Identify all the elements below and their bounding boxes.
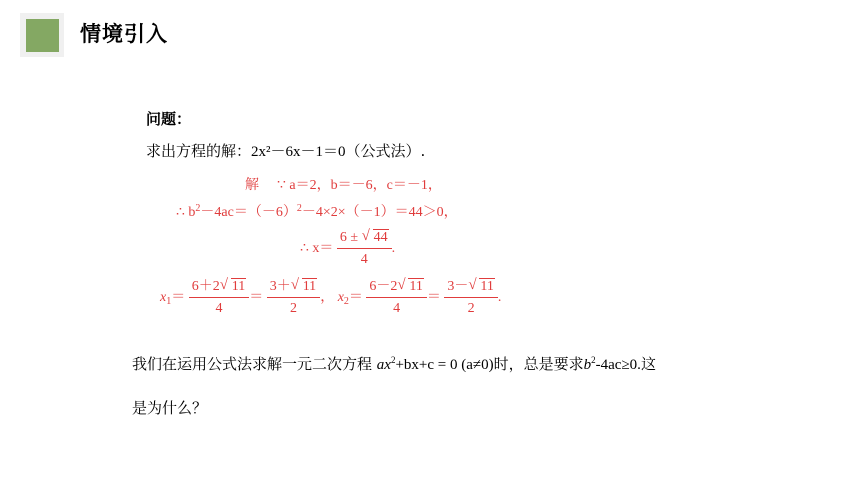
fraction-numerator: 6 ± bbox=[339, 230, 359, 245]
den-text: 4 bbox=[393, 301, 401, 316]
den-text: 4 bbox=[215, 301, 223, 316]
cond-b: b bbox=[583, 357, 592, 373]
x2-sub: 2 bbox=[343, 296, 349, 308]
x2-fraction-b bbox=[444, 278, 497, 318]
sqrt-symbol bbox=[468, 278, 494, 296]
section-title: 情境引入 bbox=[80, 22, 168, 46]
eq-rest: +bx+c = 0 (a≠0) bbox=[395, 357, 494, 373]
sqrt-symbol bbox=[220, 278, 246, 296]
num-text: 6－2 bbox=[369, 279, 398, 294]
radicand: 11 bbox=[480, 279, 494, 294]
solution-line-1 bbox=[245, 174, 442, 194]
solution-line-2 bbox=[176, 201, 458, 221]
solution-line-4 bbox=[160, 278, 501, 318]
question-end: 这 bbox=[640, 355, 656, 373]
sqrt-symbol bbox=[362, 229, 389, 247]
x2-var: x bbox=[337, 290, 344, 306]
x1-fraction-b bbox=[267, 278, 320, 318]
cond-exp: 2 bbox=[591, 355, 596, 365]
equals: ＝ bbox=[426, 290, 441, 306]
discriminant-rest: －4×2×（－1）＝44＞0， bbox=[301, 205, 458, 220]
question-mid: 时，总是要求 bbox=[493, 355, 584, 373]
num-text: 3＋ bbox=[269, 279, 291, 294]
solution-line-3 bbox=[300, 229, 395, 269]
x2-fraction-a bbox=[366, 278, 426, 318]
sqrt-symbol bbox=[291, 278, 317, 296]
num-text: 6＋2 bbox=[191, 279, 220, 294]
eq-ax: ax bbox=[376, 357, 391, 373]
fraction-denominator: 4 bbox=[360, 252, 368, 267]
discriminant-exp: 2 bbox=[195, 203, 201, 214]
problem-prefix: 求出方程的解： bbox=[146, 142, 252, 160]
quadratic-fraction bbox=[337, 229, 392, 269]
separator: ， bbox=[320, 290, 335, 306]
den-text: 2 bbox=[467, 301, 475, 316]
discriminant-b: ∴ b bbox=[176, 205, 196, 220]
line-end: . bbox=[497, 290, 502, 306]
equals: ＝ bbox=[171, 290, 186, 306]
x-equals: ∴ x＝ bbox=[300, 241, 334, 257]
question-line-1 bbox=[132, 353, 656, 374]
problem-statement bbox=[146, 140, 425, 161]
problem-equation: 2x²－6x－1＝0 bbox=[251, 144, 346, 160]
line-end: . bbox=[391, 241, 396, 257]
x1-fraction-a bbox=[189, 278, 249, 318]
radicand: 11 bbox=[409, 279, 423, 294]
radicand: 11 bbox=[231, 279, 246, 294]
eq-exp: 2 bbox=[390, 355, 396, 365]
radicand: 11 bbox=[302, 279, 317, 294]
den-text: 2 bbox=[289, 301, 297, 316]
equals: ＝ bbox=[348, 290, 363, 306]
discriminant-mid: －4ac＝（－6） bbox=[200, 205, 297, 220]
sqrt-symbol bbox=[397, 278, 423, 296]
x1-var: x bbox=[160, 290, 167, 306]
solution-coefficients: ∵ a＝2，b＝－6，c＝－1， bbox=[277, 178, 442, 193]
question-prefix: 我们在运用公式法求解一元二次方程 bbox=[132, 355, 377, 373]
x1-sub: 1 bbox=[166, 296, 172, 308]
problem-label: 问题： bbox=[146, 110, 192, 128]
problem-suffix: （公式法）. bbox=[345, 142, 426, 160]
radicand: 44 bbox=[373, 230, 388, 245]
num-text: 3－ bbox=[447, 279, 469, 294]
logo-square bbox=[26, 19, 59, 52]
question-line-2: 是为什么？ bbox=[132, 399, 208, 417]
equals: ＝ bbox=[249, 290, 264, 306]
discriminant-exp-2: 2 bbox=[296, 203, 302, 214]
solution-jie: 解 bbox=[245, 177, 259, 193]
cond-rest: -4ac≥0. bbox=[595, 357, 641, 373]
